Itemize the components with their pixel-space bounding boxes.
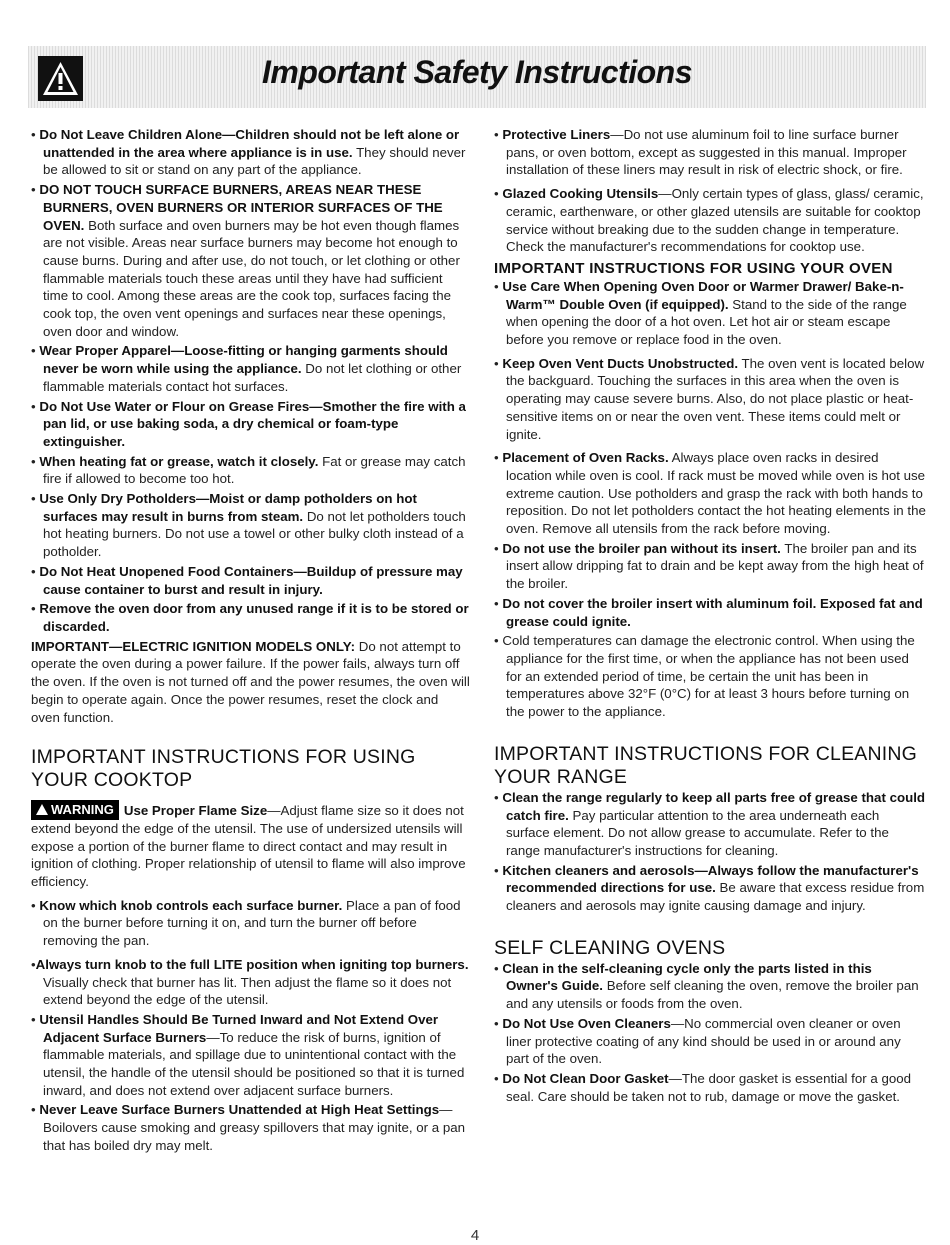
- ignition-note: IMPORTANT—ELECTRIC IGNITION MODELS ONLY: Do not attempt to operate the oven during a power failure. If the power fails, always turn off the oven. If the oven is not turned off and the power resumes, the oven will begin to operate again. Once the power resumes, reset the clock and oven function.: [31, 638, 470, 725]
- list-item: • Kitchen cleaners and aerosols—Always follow the manufacturer's recommended directions for use. Be aware that excess residue from cleaners and aerosols may ignite causing damage and injury.: [494, 862, 925, 914]
- cooktop-heading: IMPORTANT INSTRUCTIONS FOR USING YOUR COOKTOP: [31, 746, 416, 792]
- list-item: • Clean in the self-cleaning cycle only the parts listed in this Owner's Guide. Before self cleaning the oven, remove the broiler pan and any utensils or foods from the oven.: [494, 960, 919, 1012]
- list-item: • Use Only Dry Potholders—Moist or damp potholders on hot surfaces may result in burns from steam. Do not let potholders touch hot heating burners. Do not use a towel or other bulky cloth instead of a potholder.: [31, 491, 466, 560]
- page-title: Important Safety Instructions: [262, 54, 692, 90]
- list-item: •Always turn knob to the full LITE position when igniting top burners. Visually check that burner has lit. Then adjust the flame so it does not extend beyond the edge of the utensil.: [31, 956, 469, 1008]
- title-banner: [28, 46, 926, 108]
- right-column: [494, 126, 926, 1105]
- list-item: • Placement of Oven Racks. Always place oven racks in desired location while oven is cool. If rack must be moved while oven is hot use extreme caution. Use potholders and grasp the rack with both hands to reposition. Do not let potholders contact the hot heating elements in the oven. Remove all utensils from the rack before moving.: [494, 450, 926, 537]
- list-item: • Use Care When Opening Oven Door or Warmer Drawer/ Bake-n-Warm™ Double Oven (if equipped). Stand to the side of the range when opening the door of a hot oven. Let hot air or steam escape before you remove or replace food in the oven.: [494, 278, 907, 348]
- list-item: • Utensil Handles Should Be Turned Inward and Not Extend Over Adjacent Surface Burners—To reduce the risk of burns, ignition of flammable materials, and spillage due to unintentional contact with the utensil, the handle of the utensil should be positioned so that it is turned inward, and does not extend over adjacent surface burners.: [31, 1011, 465, 1098]
- cleaning-heading: IMPORTANT INSTRUCTIONS FOR CLEANING YOUR RANGE: [494, 742, 918, 788]
- left-column: [31, 126, 470, 1155]
- self-cleaning-heading: SELF CLEANING OVENS: [494, 936, 726, 959]
- list-item: • Do not use the broiler pan without its insert. The broiler pan and its insert allow dripping fat to drain and be kept away from the high heat of the broiler.: [494, 540, 924, 592]
- warning-item: WARNING Use Proper Flame Size—Adjust flame size so it does not extend beyond the edge of the utensil. The use of undersized utensils will expose a portion of the burner flame to direct contact and may result in ignition of clothing. Proper relationship of utensil to flame will also improve efficiency.: [31, 802, 466, 890]
- list-item: • Do Not Leave Children Alone—Children should not be left alone or unattended in the area where appliance is in use. They should never be allowed to sit or stand on any part of the appliance.: [31, 127, 466, 178]
- list-item: • Never Leave Surface Burners Unattended at High Heat Settings—Boilovers cause smoking and greasy spillovers that may ignite, or a pan that has boiled dry may melt.: [31, 1102, 466, 1153]
- warning-badge: WARNING: [31, 800, 119, 820]
- list-item: • DO NOT TOUCH SURFACE BURNERS, AREAS NEAR THESE BURNERS, OVEN BURNERS OR INTERIOR SURFACES OF THE OVEN. Both surface and oven burners may be hot even though flames are not visible. Areas near surface burners may become hot enough to cause burns. During and after use, do not touch, or let clothing or other flammable materials touch these areas until they have had sufficient time to cool. Among these areas are the cook top, surfaces facing the cook top, the oven vent openings and surfaces near these openings, oven door and window.: [31, 182, 460, 339]
- list-item: • When heating fat or grease, watch it closely. Fat or grease may catch fire if allowed to become too hot.: [31, 453, 466, 487]
- list-item: • Know which knob controls each surface burner. Place a pan of food on the burner before turning it on, and turn the burner off before removing the pan.: [31, 897, 461, 949]
- list-item: • Cold temperatures can damage the electronic control. When using the appliance for the first time, or when the appliance has not been used for an extended period of time, be certain the unit has been in temperatures above 32°F (0°C) for at least 3 hours before turning on the power to the appliance.: [494, 633, 915, 720]
- list-item: • Do Not Use Water or Flour on Grease Fires—Smother the fire with a pan lid, or use baking soda, a dry chemical or foam-type extinguisher.: [31, 398, 466, 449]
- list-item: • Keep Oven Vent Ducts Unobstructed. The oven vent is located below the backguard. Touching the surfaces in this area when the oven is operating may cause severe burns. Also, do not place plastic or heat-sensitive items on or near the oven vent. These items could melt or ignite.: [494, 355, 925, 442]
- list-item: • Remove the oven door from any unused range if it is to be stored or discarded.: [31, 601, 469, 634]
- list-item: • Glazed Cooking Utensils—Only certain types of glass, glass/ ceramic, ceramic, earthenware, or other glazed utensils are suitable for cooktop service without breaking due to the sudden change in temperature. Check the manufacturer's recommendations for cooktop use.: [494, 186, 924, 255]
- list-item: • Do not cover the broiler insert with aluminum foil. Exposed fat and grease could ignite.: [494, 595, 923, 629]
- list-item: • Clean the range regularly to keep all parts free of grease that could catch fire. Pay particular attention to the area underneath each surface element. Do not allow grease to accumulate. Refer to the range manufacturer's instructions for cleaning.: [494, 789, 926, 858]
- list-item: • Do Not Use Oven Cleaners—No commercial oven cleaner or oven liner protective coating of any kind should be used in or around any part of the oven.: [494, 1015, 901, 1067]
- oven-heading: IMPORTANT INSTRUCTIONS FOR USING YOUR OVEN: [494, 259, 893, 277]
- list-item: • Do Not Clean Door Gasket—The door gasket is essential for a good seal. Care should be taken not to rub, damage or move the gasket.: [494, 1070, 912, 1104]
- list-item: • Wear Proper Apparel—Loose-fitting or hanging garments should never be worn while using the appliance. Do not let clothing or other flammable materials contact hot surfaces.: [31, 343, 462, 394]
- warning-triangle-icon: [36, 804, 48, 815]
- list-item: • Do Not Heat Unopened Food Containers—Buildup of pressure may cause container to burst and result in injury.: [31, 563, 463, 597]
- list-item: • Protective Liners—Do not use aluminum foil to line surface burner pans, or oven bottom, except as suggested in this manual. Improper installation of these liners may result in risk of electric shock, or fire.: [494, 127, 907, 178]
- page-number: 4: [470, 1227, 480, 1244]
